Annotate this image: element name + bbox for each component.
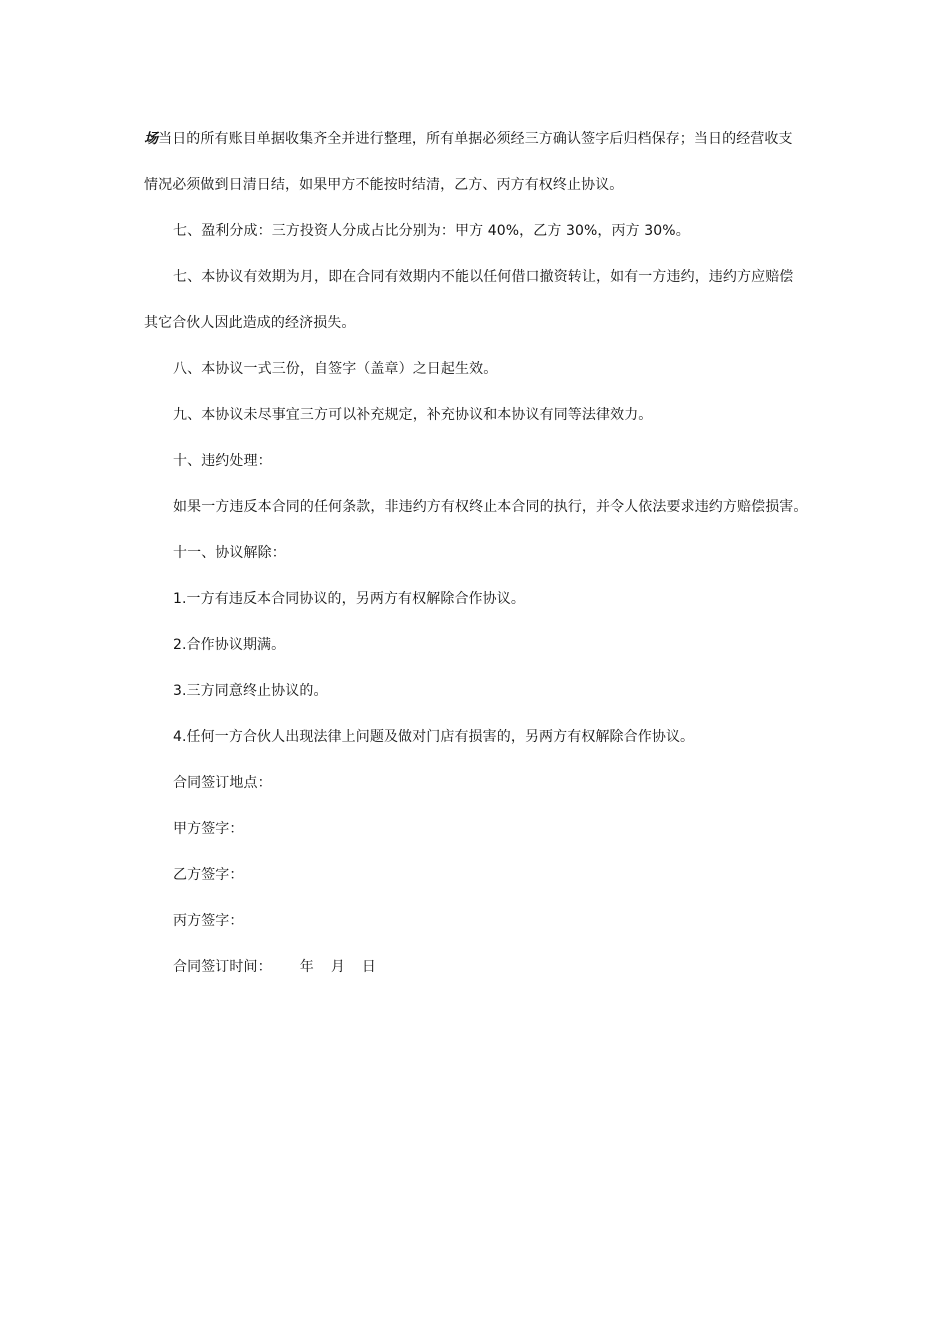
clause11-item-2: 2.合作协议期满。 (173, 637, 286, 653)
party-a-signature-label: 甲方签字： (173, 821, 244, 837)
signing-place-label: 合同签订地点： (173, 775, 272, 791)
signing-date-label: 合同签订时间： (173, 959, 272, 975)
clause10-heading: 十、违约处理： (173, 453, 272, 469)
signing-date-month: 月 (330, 959, 345, 975)
signing-date-year: 年 (299, 959, 314, 975)
clause9: 九、本协议未尽事宜三方可以补充规定，补充协议和本协议有同等法律效力。 (173, 407, 653, 423)
clause6-lead-char: 场 (144, 131, 159, 147)
clause6-line1 (144, 130, 793, 148)
clause8: 八、本协议一式三份，自签字（盖章）之日起生效。 (173, 361, 498, 377)
party-b-signature-label: 乙方签字： (173, 867, 244, 883)
clause6-line2: 情况必须做到日清日结，如果甲方不能按时结清，乙方、丙方有权终止协议。 (144, 177, 624, 193)
signing-date-row (173, 958, 376, 976)
clause7-profit-sharing: 七、盈利分成：三方投资人分成占比分别为：甲方 40%，乙方 30%，丙方 30%。 (173, 223, 690, 239)
signing-date-day: 日 (361, 959, 377, 975)
clause11-item-4: 4.任何一方合伙人出现法律上问题及做对门店有损害的，另两方有权解除合作协议。 (173, 729, 695, 745)
clause7-term-line2: 其它合伙人因此造成的经济损失。 (144, 315, 356, 331)
clause6-line1-text: 当日的所有账目单据收集齐全并进行整理，所有单据必须经三方确认签字后归档保存；当日的经营收支 (158, 131, 793, 147)
clause10-body: 如果一方违反本合同的任何条款，非违约方有权终止本合同的执行，并令人依法要求违约方赔偿损害。 (173, 499, 808, 515)
clause11-item-1: 1.一方有违反本合同协议的，另两方有权解除合作协议。 (173, 591, 525, 607)
clause7-term-line1: 七、本协议有效期为月，即在合同有效期内不能以任何借口撤资转让，如有一方违约，违约方应赔偿 (173, 269, 794, 285)
clause11-heading: 十一、协议解除： (173, 545, 286, 561)
clause11-item-3: 3.三方同意终止协议的。 (173, 683, 328, 699)
party-c-signature-label: 丙方签字： (173, 913, 244, 929)
